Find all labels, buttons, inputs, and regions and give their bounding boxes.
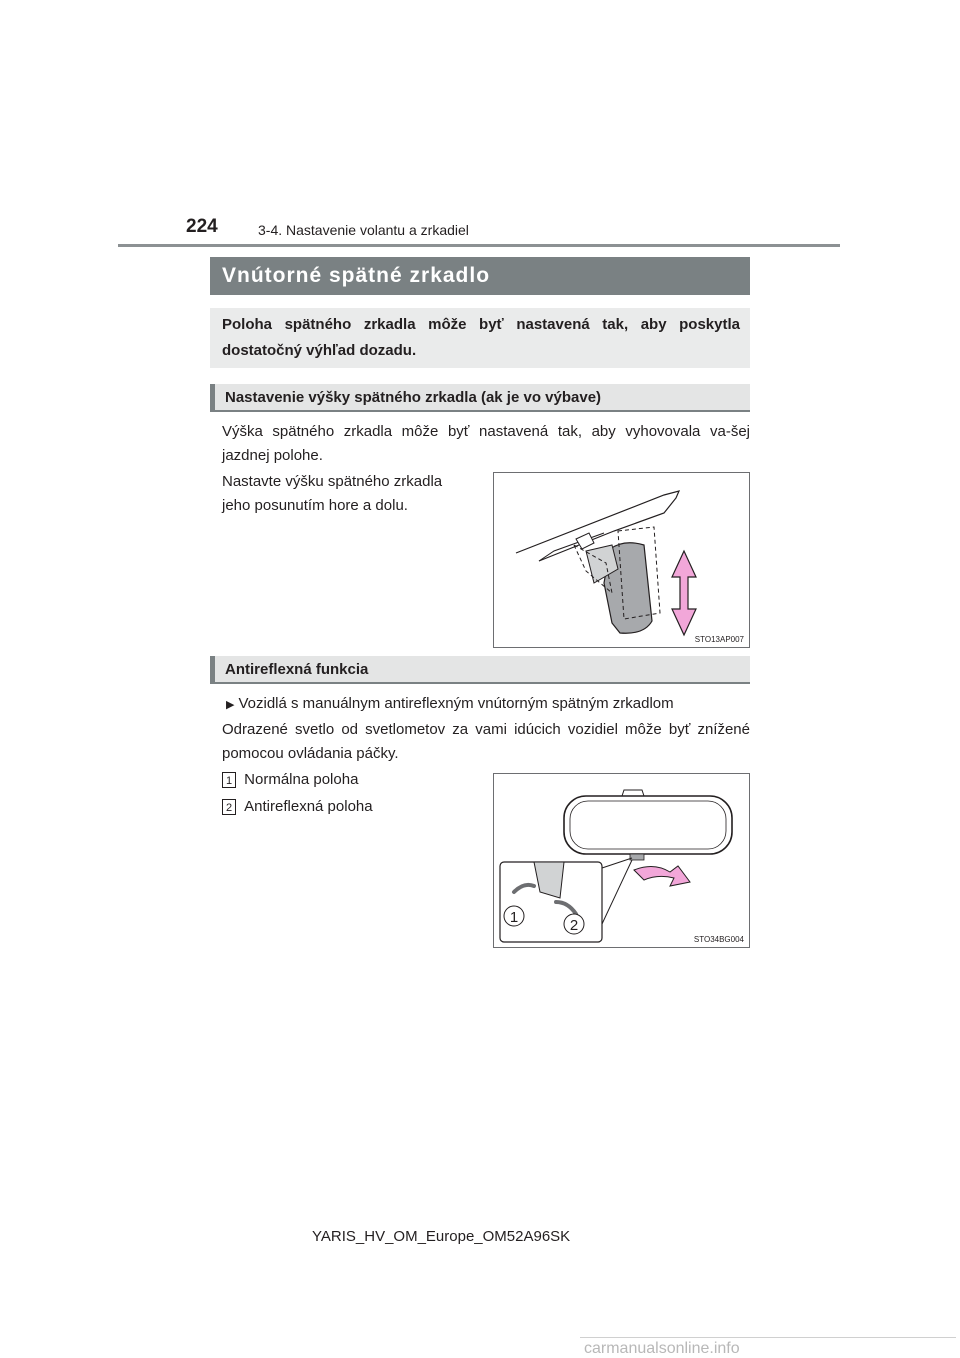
figure-mirror-height [493, 472, 750, 648]
item-number: 1 [222, 772, 236, 788]
callout-2: 2 [569, 917, 579, 934]
subheading-antiglare: Antireflexná funkcia [210, 656, 750, 684]
antiglare-illustration [494, 774, 749, 947]
callout-1: 1 [509, 909, 519, 926]
antiglare-paragraph: Odrazené svetlo od svetlometov za vami idúcich vozidiel môže byť znížené pomocou ovládania páčky. [222, 721, 750, 762]
mirror-height-illustration [494, 473, 749, 647]
chapter-title: 3-4. Nastavenie volantu a zrkadiel [258, 222, 469, 238]
height-adjust-paragraph: Výška spätného zrkadla môže byť nastavená tak, aby vyhovovala va-šej jazdnej polohe. [222, 423, 750, 464]
height-adjust-instruction-line1: Nastavte výšku spätného zrkadla [222, 473, 443, 490]
antiglare-bullet-text: Vozidlá s manuálnym antireflexným vnútorným spätným zrkadlom [238, 695, 674, 712]
item-label: Normálna poloha [244, 771, 359, 788]
watermark: carmanualsonline.info [584, 1340, 740, 1357]
watermark-rule [580, 1337, 956, 1338]
header-rule [118, 244, 840, 247]
subheading-height-adjust: Nastavenie výšky spätného zrkadla (ak je vo výbave) [210, 384, 750, 412]
figure-code: STO34BG004 [693, 935, 744, 944]
document-code: YARIS_HV_OM_Europe_OM52A96SK [312, 1228, 571, 1245]
item-number: 2 [222, 799, 236, 815]
list-item [222, 795, 373, 819]
bullet-triangle-icon: ▶ [226, 699, 235, 711]
figure-code: STO13AP007 [694, 635, 744, 644]
section-title: Vnútorné spätné zrkadlo [210, 257, 750, 295]
height-adjust-instruction-line2: jeho posunutím hore a dolu. [222, 497, 408, 514]
antiglare-bullet [226, 692, 750, 717]
item-label: Antireflexná poloha [244, 798, 373, 815]
list-item [222, 768, 358, 792]
page-number: 224 [186, 216, 218, 237]
section-intro: Poloha spätného zrkadla môže byť nastavená tak, aby poskytla dostatočný výhľad dozadu. [210, 308, 750, 368]
figure-antiglare-lever [493, 773, 750, 948]
